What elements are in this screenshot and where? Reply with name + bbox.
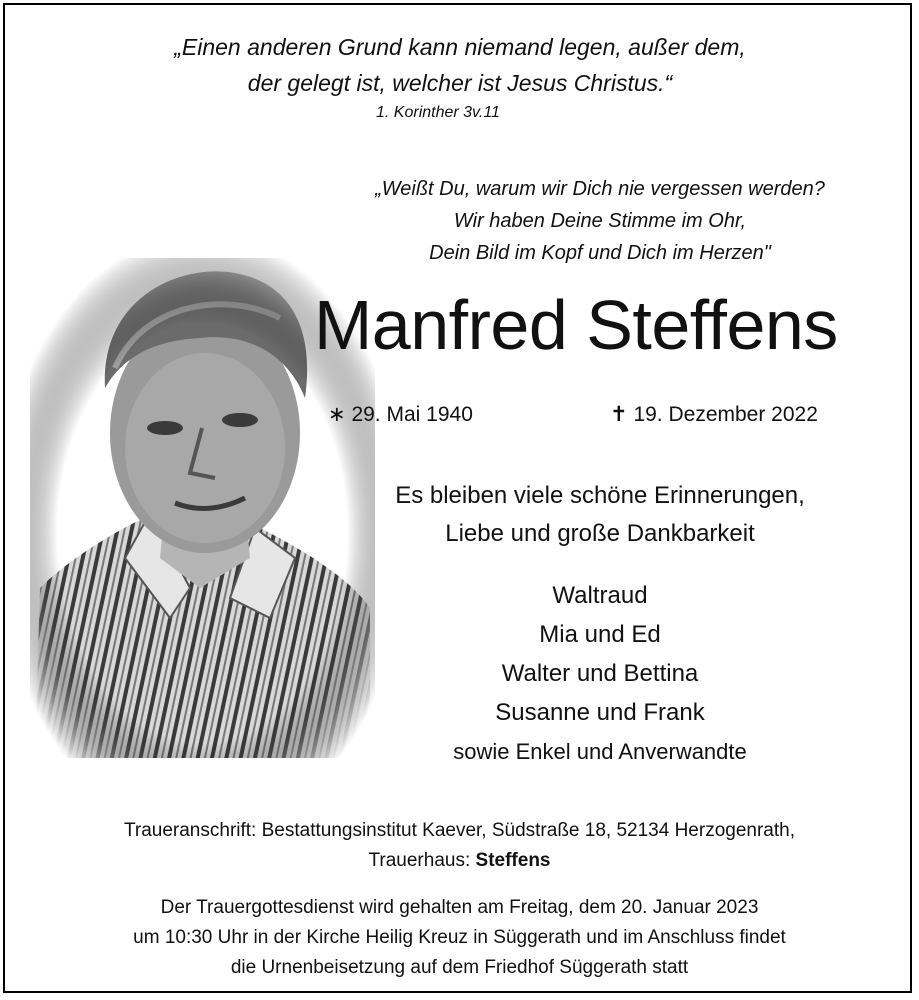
mourner-2: Mia und Ed: [539, 621, 661, 648]
birth-star-icon: ∗: [328, 403, 346, 426]
mourner-1: Waltraud: [552, 582, 648, 609]
address-line: Traueranschrift: Bestattungsinstitut Kaever, Südstraße 18, 52134 Herzogenrath,: [123, 820, 795, 841]
mourning-house-line: [0, 845, 919, 876]
message-line-1: Es bleiben viele schöne Erinnerungen,: [395, 482, 805, 509]
poem-line-2: Wir haben Deine Stimme im Ohr,: [453, 210, 747, 232]
bible-quote-line-1: „Einen anderen Grund kann niemand legen, außer dem,: [174, 34, 746, 60]
bible-reference: 1. Korinther 3v.11: [376, 104, 500, 121]
bible-quote-line-2: der gelegt ist, welcher ist Jesus Christus.“: [247, 70, 673, 96]
mourning-house-label: Trauerhaus:: [368, 850, 471, 871]
cross-icon: ✝: [610, 403, 628, 426]
death-date-row: [610, 402, 818, 427]
message-line-2: Liebe und große Dankbarkeit: [445, 520, 755, 547]
service-line-1: Der Trauergottesdienst wird gehalten am Freitag, dem 20. Januar 2023: [160, 897, 759, 918]
birth-date-row: [328, 402, 473, 427]
service-line-2: um 10:30 Uhr in der Kirche Heilig Kreuz in Süggerath und im Anschluss findet: [133, 927, 786, 948]
mourning-house-name: Steffens: [475, 850, 551, 871]
service-line-3: die Urnenbeisetzung auf dem Friedhof Süggerath statt: [230, 957, 689, 978]
deceased-name: Manfred Steffens: [314, 286, 838, 364]
mourner-4: Susanne und Frank: [495, 699, 705, 726]
death-date: 19. Dezember 2022: [633, 403, 818, 426]
birth-date: 29. Mai 1940: [351, 403, 473, 426]
poem-line-3: Dein Bild im Kopf und Dich im Herzen": [429, 242, 771, 264]
mourner-5: sowie Enkel und Anverwandte: [453, 739, 747, 764]
mourner-3: Walter und Bettina: [501, 660, 699, 687]
poem-line-1: „Weißt Du, warum wir Dich nie vergessen werden?: [375, 178, 825, 200]
